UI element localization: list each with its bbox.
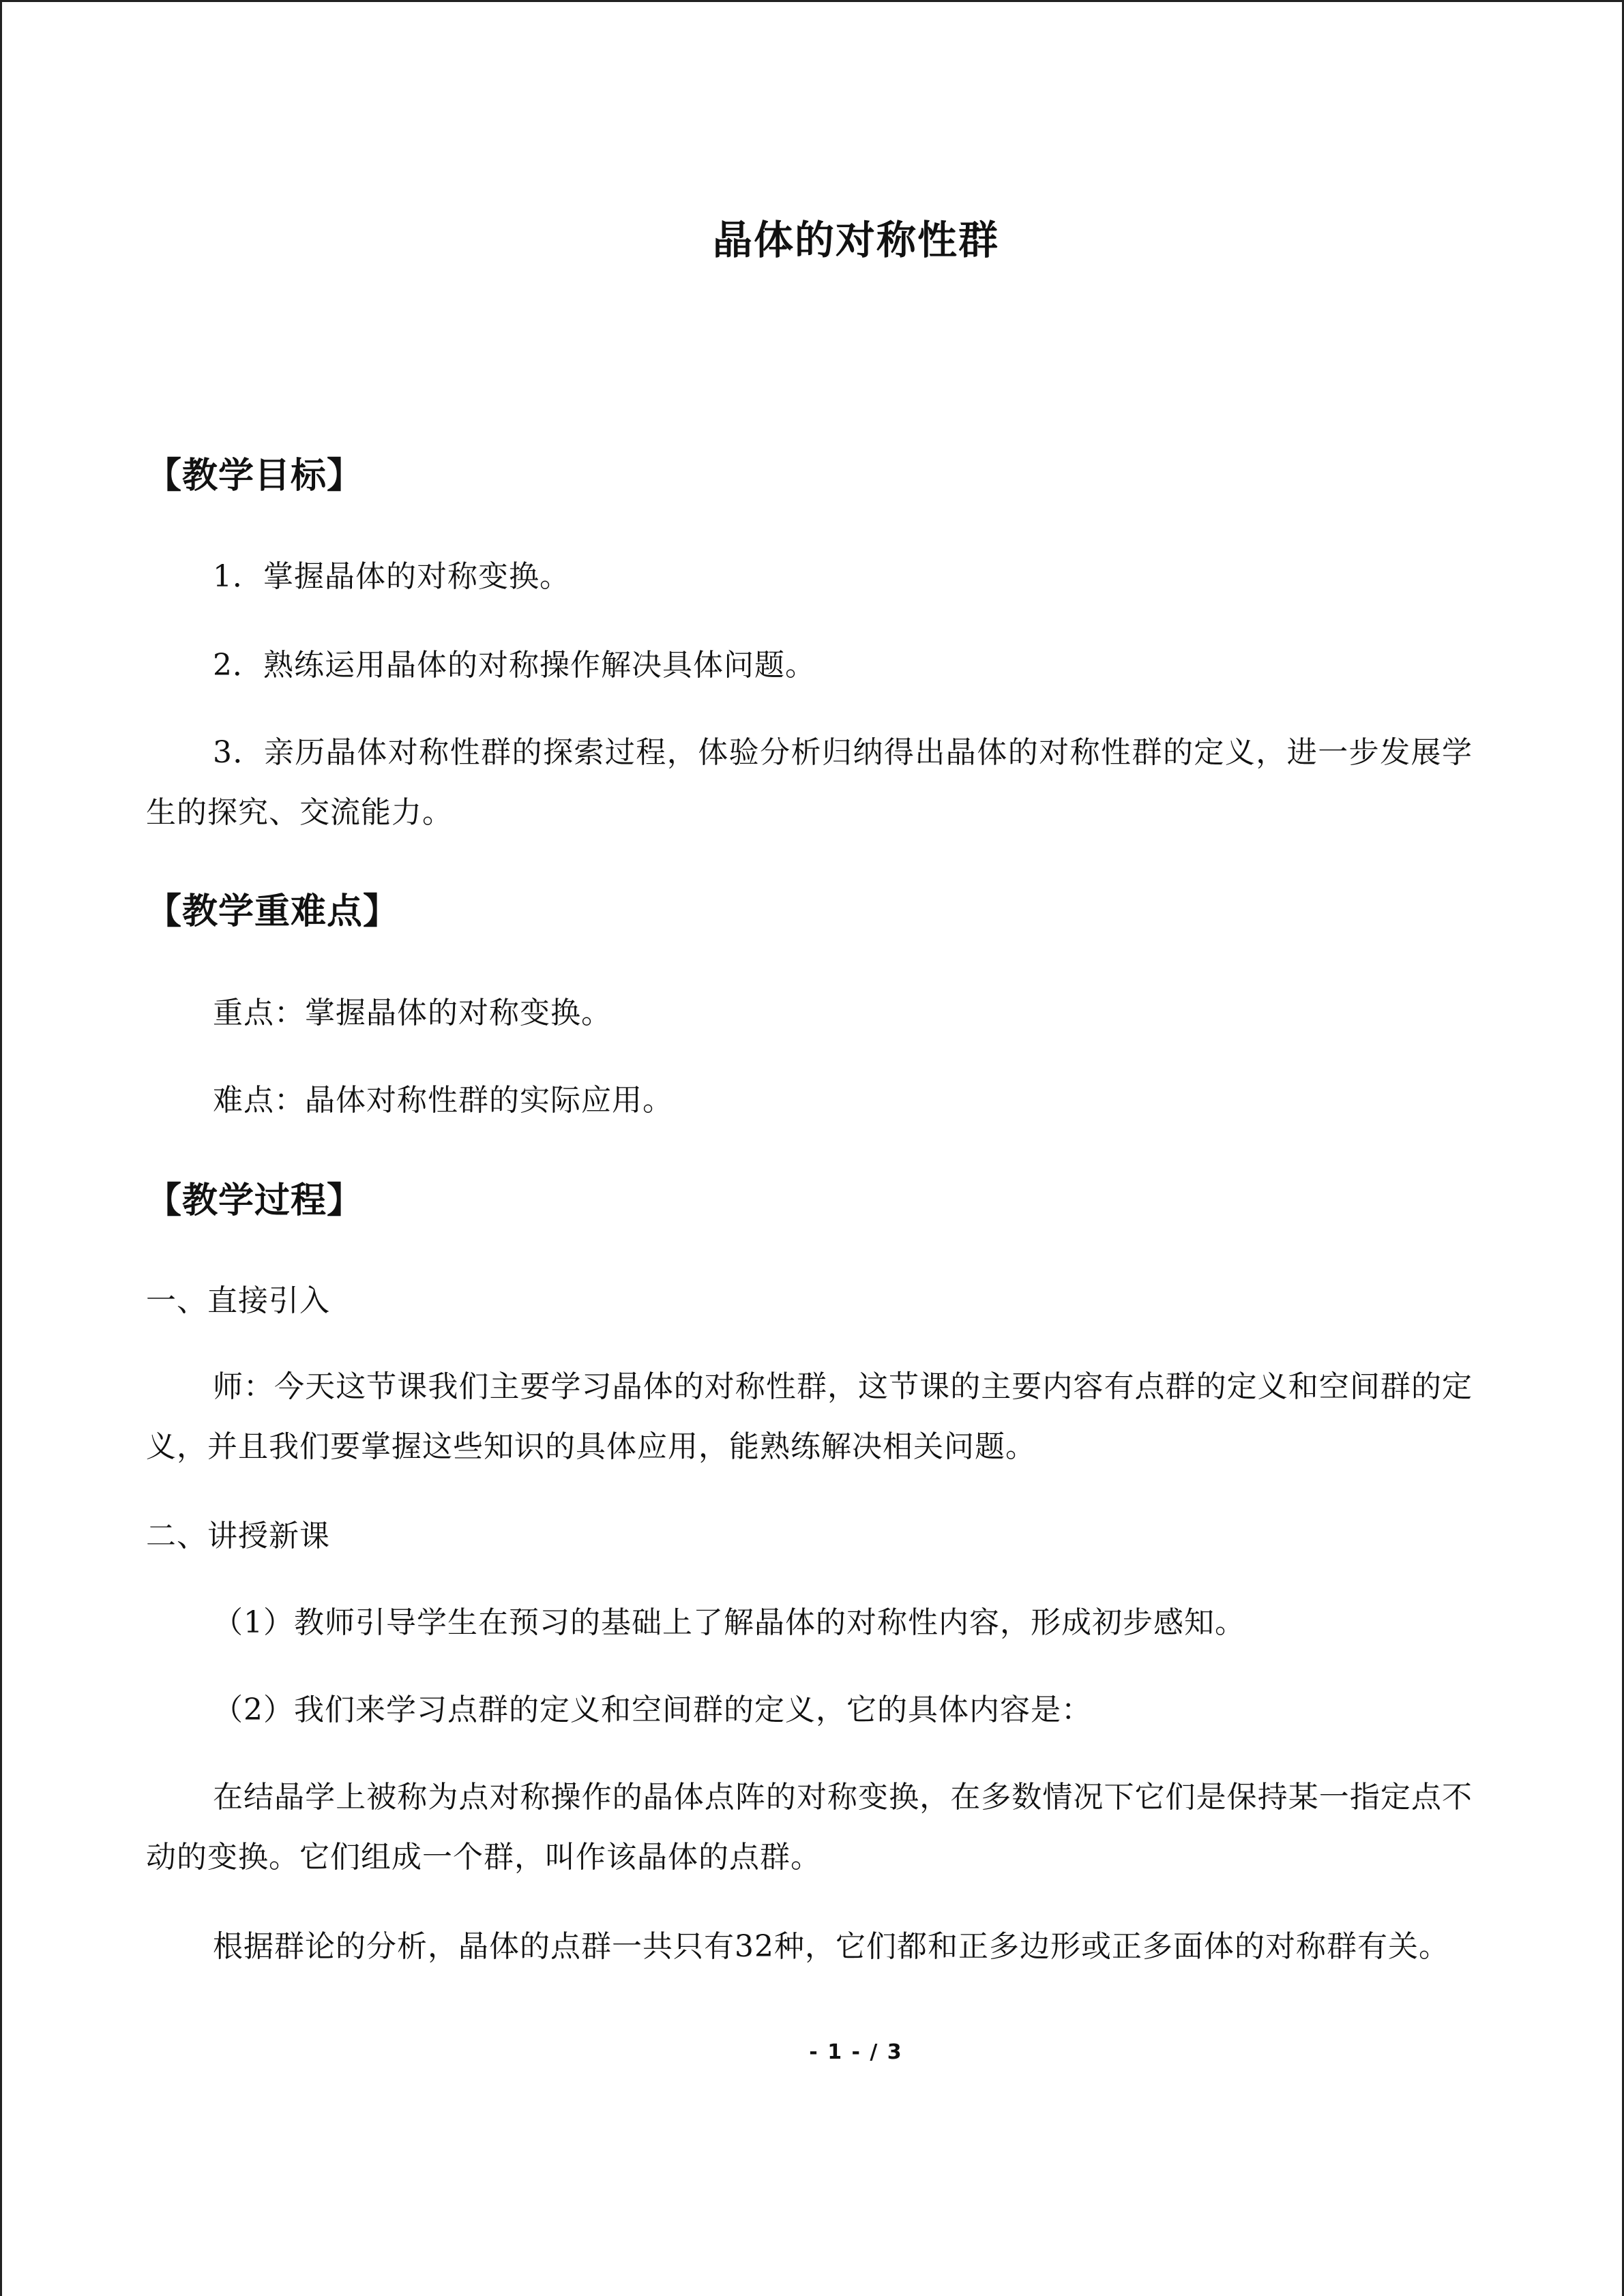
heading-key-points: 【教学重难点】 <box>146 891 400 932</box>
key-point: 重点：掌握晶体的对称变换。 <box>213 996 612 1030</box>
process-part2-step1: （1）教师引导学生在预习的基础上了解晶体的对称性内容，形成初步感知。 <box>213 1605 1245 1640</box>
difficult-point: 难点：晶体对称性群的实际应用。 <box>213 1083 673 1118</box>
objective-item-2: 2．熟练运用晶体的对称操作解决具体问题。 <box>213 648 816 683</box>
objective-item-1: 1．掌握晶体的对称变换。 <box>213 559 570 594</box>
heading-objectives: 【教学目标】 <box>146 456 364 496</box>
process-part1-text: 师：今天这节课我们主要学习晶体的对称性群，这节课的主要内容有点群的定义和空间群的定义，并且我们要掌握这些知识的具体应用，能熟练解决相关问题。 <box>146 1369 1473 1464</box>
process-part1-title: 一、直接引入 <box>146 1283 330 1318</box>
document-title: 晶体的对称性群 <box>712 217 999 263</box>
objective-item-3: 3．亲历晶体对称性群的探索过程，体验分析归纳得出晶体的对称性群的定义，进一步发展学生的探究、交流能力。 <box>146 735 1473 830</box>
heading-process: 【教学过程】 <box>146 1180 364 1221</box>
page-number: - 1 - / 3 <box>809 2040 903 2064</box>
process-part2-step2: （2）我们来学习点群的定义和空间群的定义，它的具体内容是： <box>213 1693 1092 1727</box>
process-part2-title: 二、讲授新课 <box>146 1519 330 1553</box>
process-part2-text2: 根据群论的分析，晶体的点群一共只有32种，它们都和正多边形或正多面体的对称群有关。 <box>213 1929 1449 1964</box>
process-part2-text1: 在结晶学上被称为点对称操作的晶体点阵的对称变换，在多数情况下它们是保持某一指定点不动的变换。它们组成一个群，叫作该晶体的点群。 <box>146 1780 1473 1875</box>
